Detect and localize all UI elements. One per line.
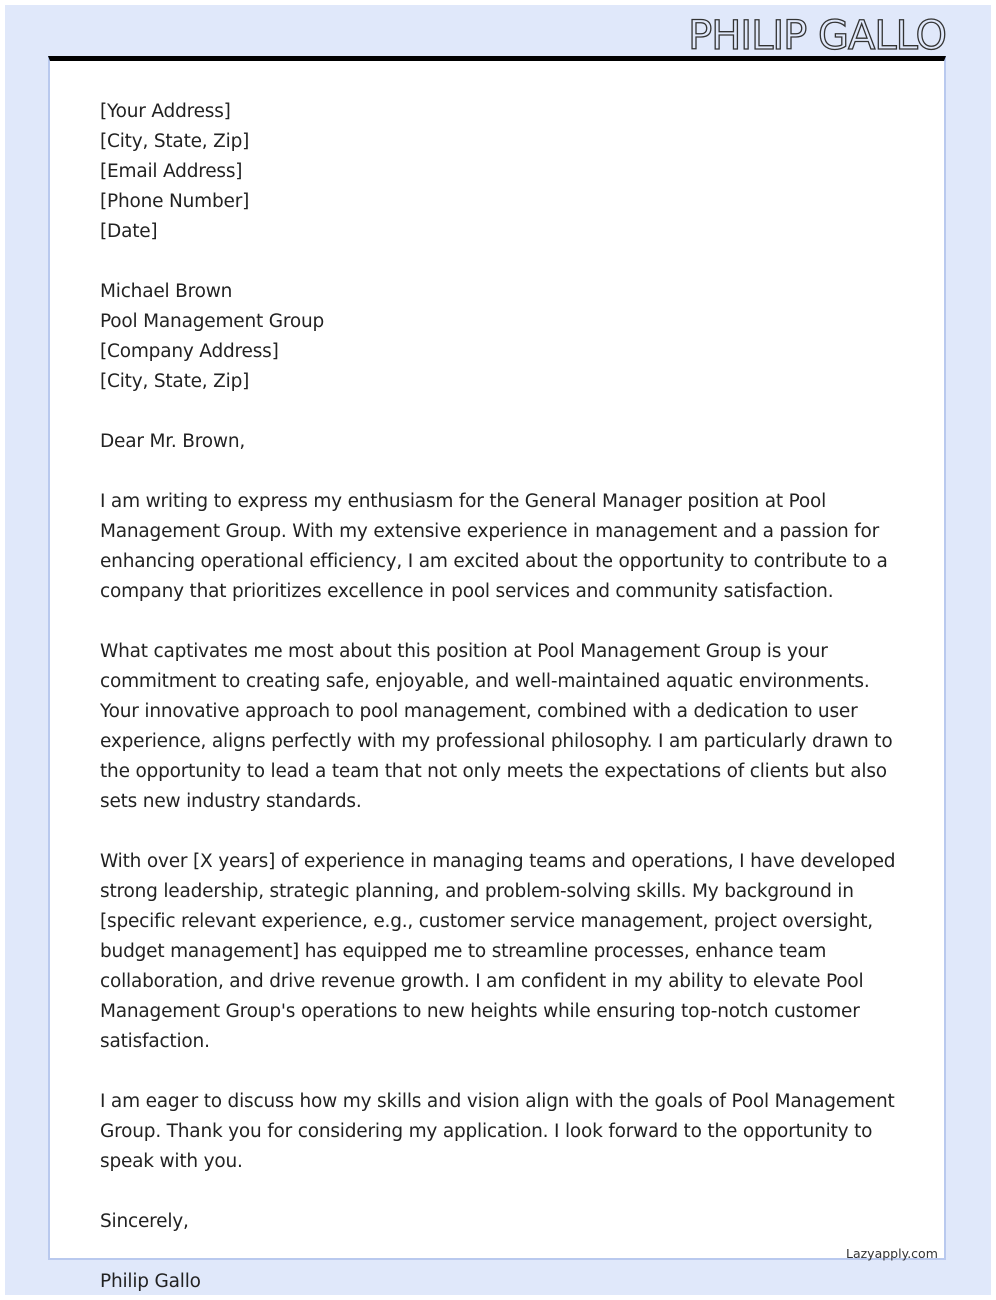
body-paragraph-3: With over [X years] of experience in managing teams and operations, I have developed strong leadership, strategic planning, and problem-solving skills. My background in [specific relevant experience, e.g., customer service management, project oversight, budget management] has equipped me to streamline processes, enhance team collaboration, and drive revenue growth. I am confident in my ability to elevate Pool Management Group's operations to new heights while ensuring top-notch customer satisfaction. <box>100 851 896 1052</box>
recipient-city-state-zip: [City, State, Zip] <box>100 371 250 392</box>
spacer <box>100 397 896 427</box>
body-paragraph-1: I am writing to express my enthusiasm for the General Manager position at Pool Management Group. With my extensive experience in management and a passion for enhancing operational efficiency, I am excited about the opportunity to contribute to a company that prioritizes excellence in pool services and community satisfaction. <box>100 491 888 602</box>
recipient-address: [Company Address] <box>100 341 279 362</box>
cover-letter-body <box>100 97 896 1297</box>
sender-city-state-zip: [City, State, Zip] <box>100 131 250 152</box>
closing: Sincerely, <box>100 1211 189 1232</box>
sender-address: [Your Address] <box>100 101 231 122</box>
sender-phone: [Phone Number] <box>100 191 250 212</box>
header-name: PHILIP GALLO <box>688 13 946 59</box>
body-paragraph-4: I am eager to discuss how my skills and vision align with the goals of Pool Management Group. Thank you for considering my application. I look forward to the opportunity to speak with you. <box>100 1091 895 1172</box>
recipient-company: Pool Management Group <box>100 311 325 332</box>
spacer <box>100 607 896 637</box>
spacer <box>100 1057 896 1087</box>
footer-brand-link[interactable]: Lazyapply.com <box>846 1246 938 1261</box>
spacer <box>100 457 896 487</box>
spacer <box>100 1237 896 1267</box>
spacer <box>100 1177 896 1207</box>
body-paragraph-2: What captivates me most about this position at Pool Management Group is your commitment to creating safe, enjoyable, and well-maintained aquatic environments. Your innovative approach to pool management, combined with a dedication to user experience, aligns perfectly with my professional philosophy. I am particularly drawn to the opportunity to lead a team that not only meets the expectations of clients but also sets new industry standards. <box>100 641 893 812</box>
signature-name: Philip Gallo <box>100 1271 201 1292</box>
letter-date: [Date] <box>100 221 158 242</box>
spacer <box>100 247 896 277</box>
sender-email: [Email Address] <box>100 161 243 182</box>
recipient-name: Michael Brown <box>100 281 233 302</box>
salutation: Dear Mr. Brown, <box>100 431 246 452</box>
spacer <box>100 817 896 847</box>
